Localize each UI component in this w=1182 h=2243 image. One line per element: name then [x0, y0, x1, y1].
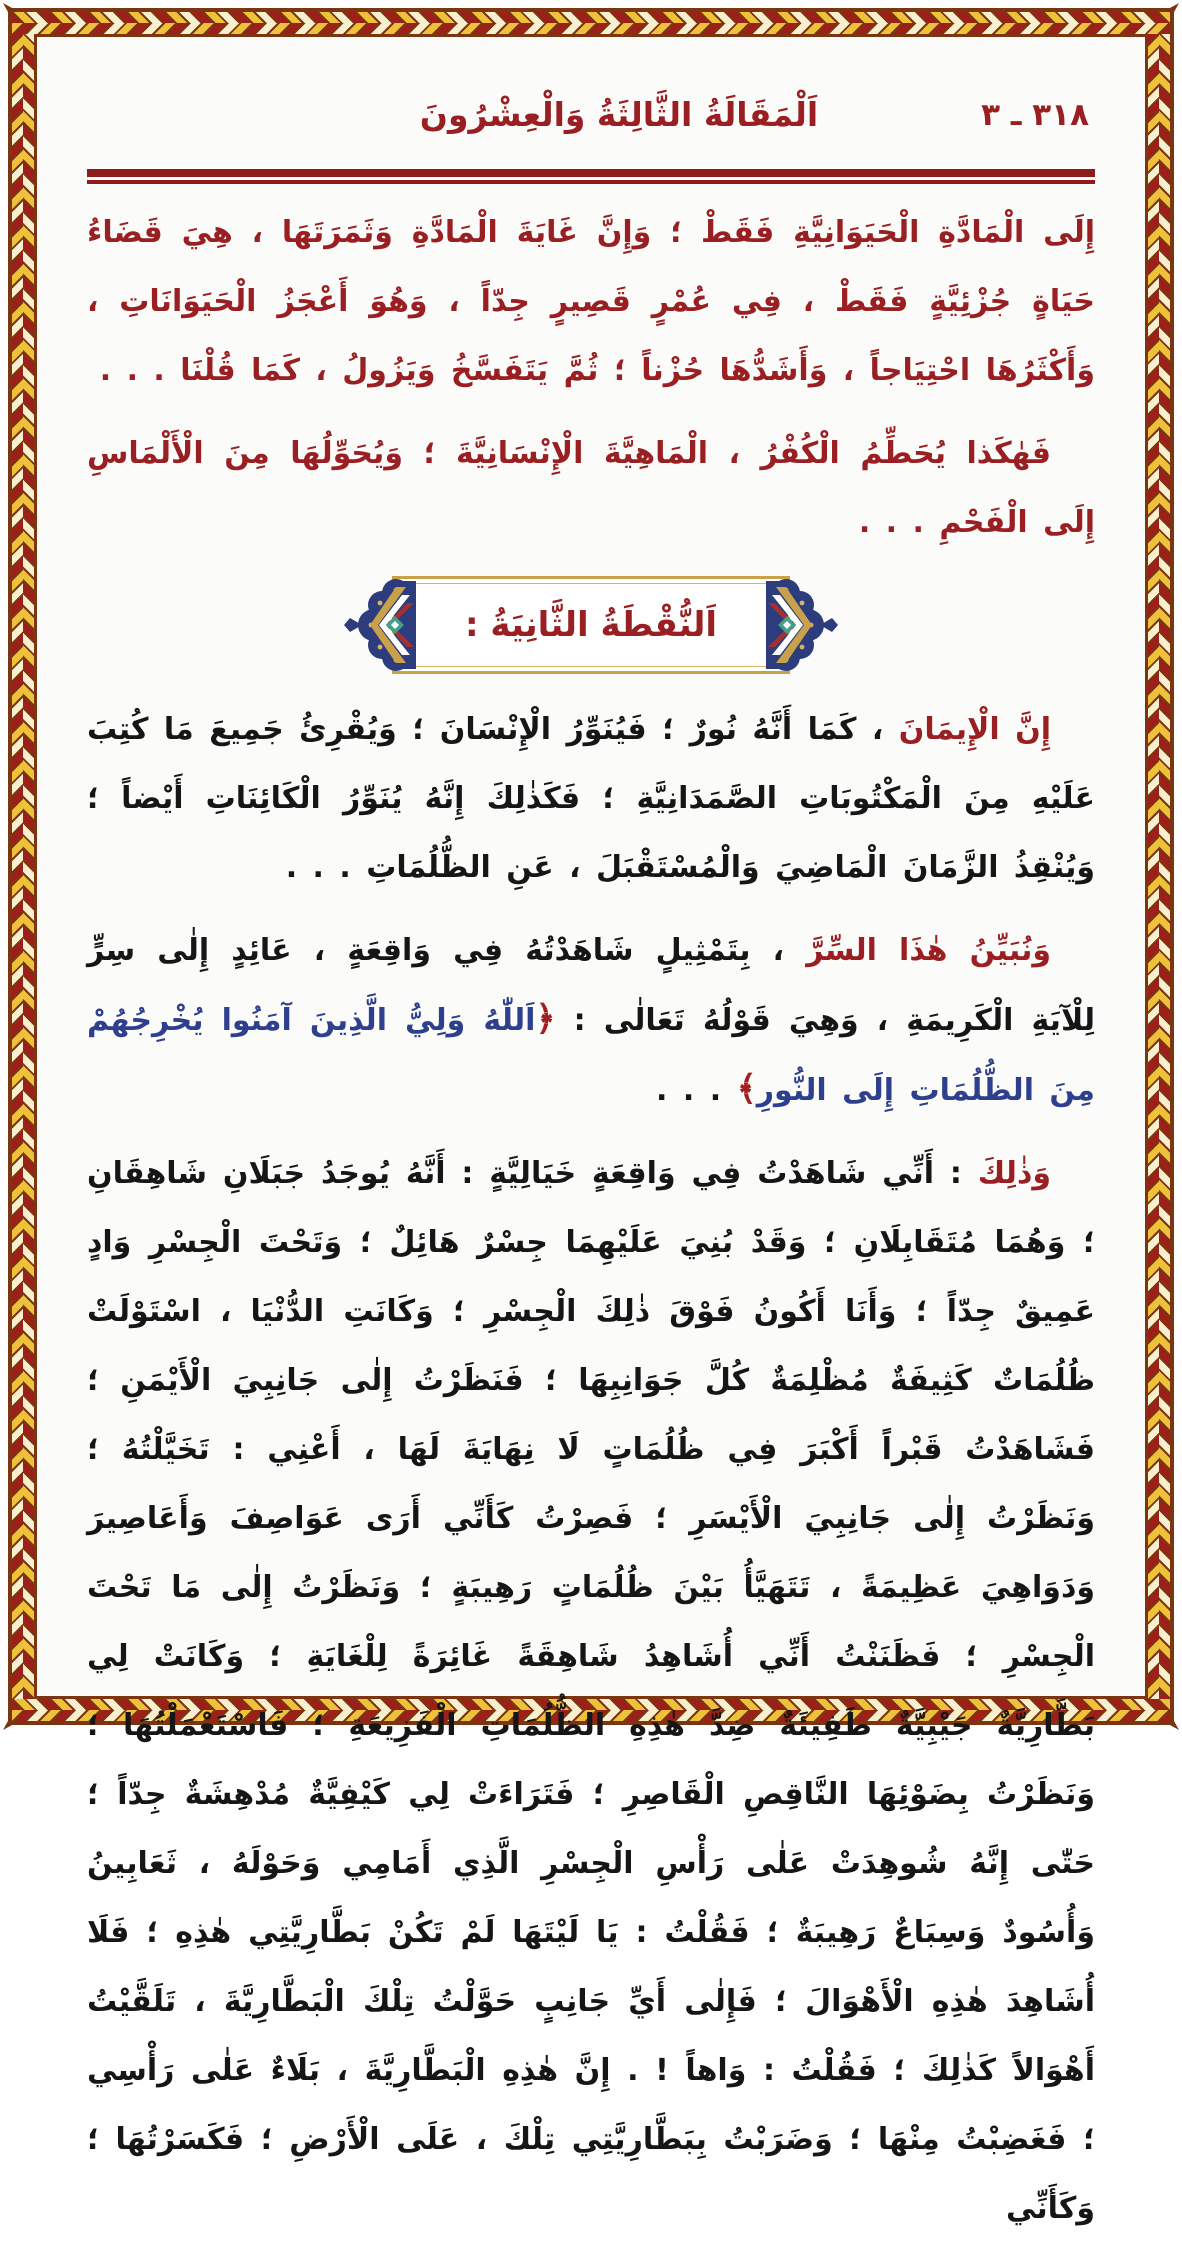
page-header	[87, 95, 1095, 157]
page-content	[49, 49, 1133, 2226]
paragraph	[87, 419, 1095, 557]
paragraph	[87, 695, 1095, 902]
chain-border-left	[12, 34, 34, 1699]
corner-finial-icon	[1169, 1720, 1179, 1730]
text-segment: فَهٰكَذا يُحَطِّمُ الْكُفْرُ ، الْمَاهِيَّةَ الْإِنْسَانِيَّةَ ؛ وَيُحَوِّلُهَا مِنَ الْأَلْمَاسِ إِلَى الْفَحْمِ . . .	[87, 436, 1095, 540]
paragraph	[87, 916, 1095, 1125]
quran-verse: اَللّٰهُ وَلِيُّ الَّذِينَ آمَنُوا يُخْرِجُهُمْ مِنَ الظُّلُمَاتِ إِلَى النُّورِ	[87, 1003, 1095, 1108]
ornate-bracket-icon: ﴿	[535, 999, 556, 1039]
arabesque-ornament-left-icon	[344, 577, 416, 673]
text-segment: وَنُبَيِّنُ هٰذَا السِّرَّ	[806, 933, 1051, 968]
text-segment: وَذٰلِكَ	[977, 1156, 1051, 1191]
paragraph	[87, 198, 1095, 405]
chain-border-right	[1148, 34, 1170, 1699]
page-number: ٣١٨ ـ ٣	[981, 97, 1089, 133]
section-heading	[87, 575, 1095, 675]
text-segment: ، كَمَا أَنَّهُ نُورٌ ؛ فَيُنَوِّرُ الْإِنْسَانَ ؛ وَيُقْرِئُ جَمِيعَ مَا كُتِبَ عَلَيْهِ مِنَ الْمَكْتُوبَاتِ الصَّمَدَانِيَّةِ ؛ فَكَذٰلِكَ إِنَّهُ يُنَوِّرُ الْكَائِنَاتِ أَيْضاً ؛ وَيُنْقِذُ الزَّمَانَ الْمَاضِيَ وَالْمُسْتَقْبَلَ ، عَنِ الظُّلُمَاتِ . . .	[87, 712, 1095, 885]
section-heading-box	[392, 576, 790, 674]
corner-finial-icon	[1169, 3, 1179, 13]
chain-border-top	[12, 12, 1170, 34]
ornamental-page-frame	[8, 8, 1174, 2226]
header-divider	[87, 169, 1095, 184]
body-text-upper	[87, 198, 1095, 557]
text-segment: إِنَّ الْإِيمَانَ	[898, 712, 1052, 747]
section-heading-text: اَلنُّقْطَةُ الثَّانِيَةُ :	[464, 605, 718, 645]
arabesque-ornament-right-icon	[766, 577, 838, 673]
page-title: اَلْمَقَالَةُ الثَّالِثَةُ وَالْعِشْرُونَ	[419, 95, 819, 134]
text-segment: : أَنِّي شَاهَدْتُ فِي وَاقِعَةٍ خَيَالِيَّةٍ : أَنَّهُ يُوجَدُ جَبَلَانِ شَاهِقَانِ ؛ وَهُمَا مُتَقَابِلَانِ ؛ وَقَدْ بُنِيَ عَلَيْهِمَا جِسْرٌ هَائِلٌ ؛ وَتَحْتَ الْجِسْرِ وَادٍ عَمِيقٌ جِدّاً ؛ وَأَنَا أَكُونُ فَوْقَ ذٰلِكَ الْجِسْرِ ؛ وَكَانَتِ الدُّنْيَا ، اسْتَوْلَتْ ظُلُمَاتٌ كَثِيفَةٌ مُظْلِمَةٌ كُلَّ جَوَانِبِهَا ؛ فَنَظَرْتُ إِلٰى جَانِبِيَ الْأَيْمَنِ ؛ فَشَاهَدْتُ قَبْراً أَكْبَرَ فِي ظُلُمَاتٍ لَا نِهَايَةَ لَهَا ، أَعْنِي : تَخَيَّلْتُهُ ؛ وَنَظَرْتُ إِلٰى جَانِبِيَ الْأَيْسَرِ ؛ فَصِرْتُ كَأَنِّي أَرَى عَوَاصِفَ وَأَعَاصِيرَ وَدَوَاهِيَ عَظِيمَةً ، تَتَهَيَّأُ بَيْنَ ظُلُمَاتٍ رَهِيبَةٍ ؛ وَنَظَرْتُ إِلٰى مَا تَحْتَ الْجِسْرِ ؛ فَظَنَنْتُ أَنِّي أُشَاهِدُ شَاهِقَةً غَائِرَةً لِلْغَايَةِ ؛ وَكَانَتْ لِي بَطَّارِيَّةٌ جَيْبِيَّةٌ طَفِيئَةٌ ضِدَّ هٰذِهِ الظُّلُمَاتِ الْفَزِيعَةِ ؛ فَاسْتَعْمَلْتُهَا ؛ وَنَظَرْتُ بِضَوْئِهَا النَّاقِصِ الْقَاصِرِ ؛ فَتَرَاءَتْ لِي كَيْفِيَّةٌ مُدْهِشَةٌ جِدّاً ؛ حَتّٰى إِنَّهُ شُوهِدَتْ عَلٰى رَأْسِ الْجِسْرِ الَّذِي أَمَامِي وَحَوْلَهُ ، ثَعَابِينُ وَأُسُودٌ وَسِبَاعٌ رَهِيبَةٌ ؛ فَقُلْتُ : يَا لَيْتَهَا لَمْ تَكُنْ بَطَّارِيَّتِي هٰذِهِ ؛ فَلَا أُشَاهِدَ هٰذِهِ الْأَهْوَالَ ؛ فَإِلٰى أَيِّ جَانِبٍ حَوَّلْتُ تِلْكَ الْبَطَّارِيَّةَ ، تَلَقَّيْتُ أَهْوَالاً كَذٰلِكَ ؛ فَقُلْتُ : وَاهاً ! . إِنَّ هٰذِهِ الْبَطَّارِيَّةَ ، بَلَاءٌ عَلٰى رَأْسِي ؛ فَغَضِبْتُ مِنْهَا ؛ وَضَرَبْتُ بِبَطَّارِيَّتِي تِلْكَ ، عَلَى الْأَرْضِ ؛ فَكَسَرْتُهَا ؛ وَكَأَنِّي	[87, 1156, 1095, 2226]
text-segment: إِلَى الْمَادَّةِ الْحَيَوَانِيَّةِ فَقَطْ ؛ وَإِنَّ غَايَةَ الْمَادَّةِ وَثَمَرَتَهَا ، هِيَ قَضَاءُ حَيَاةٍ جُزْئِيَّةٍ فَقَطْ ، فِي عُمْرٍ قَصِيرٍ جِدّاً ، وَهُوَ أَعْجَزُ الْحَيَوَانَاتِ ، وَأَكْثَرُهَا احْتِيَاجاً ، وَأَشَدُّهَا حُزْناً ؛ ثُمَّ يَتَفَسَّخُ وَيَزُولُ ، كَمَا قُلْنَا . . .	[87, 215, 1095, 388]
ornate-bracket-icon: ﴾	[736, 1069, 757, 1109]
corner-finial-icon	[3, 1720, 13, 1730]
text-segment: . . .	[656, 1073, 737, 1108]
body-text-lower	[87, 695, 1095, 2243]
text-segment: ، بِتَمْثِيلٍ شَاهَدْتُهُ فِي وَاقِعَةٍ ، عَائِدٍ إِلٰى سِرٍّ لِلْآيَةِ الْكَرِيمَةِ ، وَهِيَ قَوْلُهُ تَعَالٰى :	[87, 933, 1095, 1038]
paragraph	[87, 1139, 1095, 2243]
